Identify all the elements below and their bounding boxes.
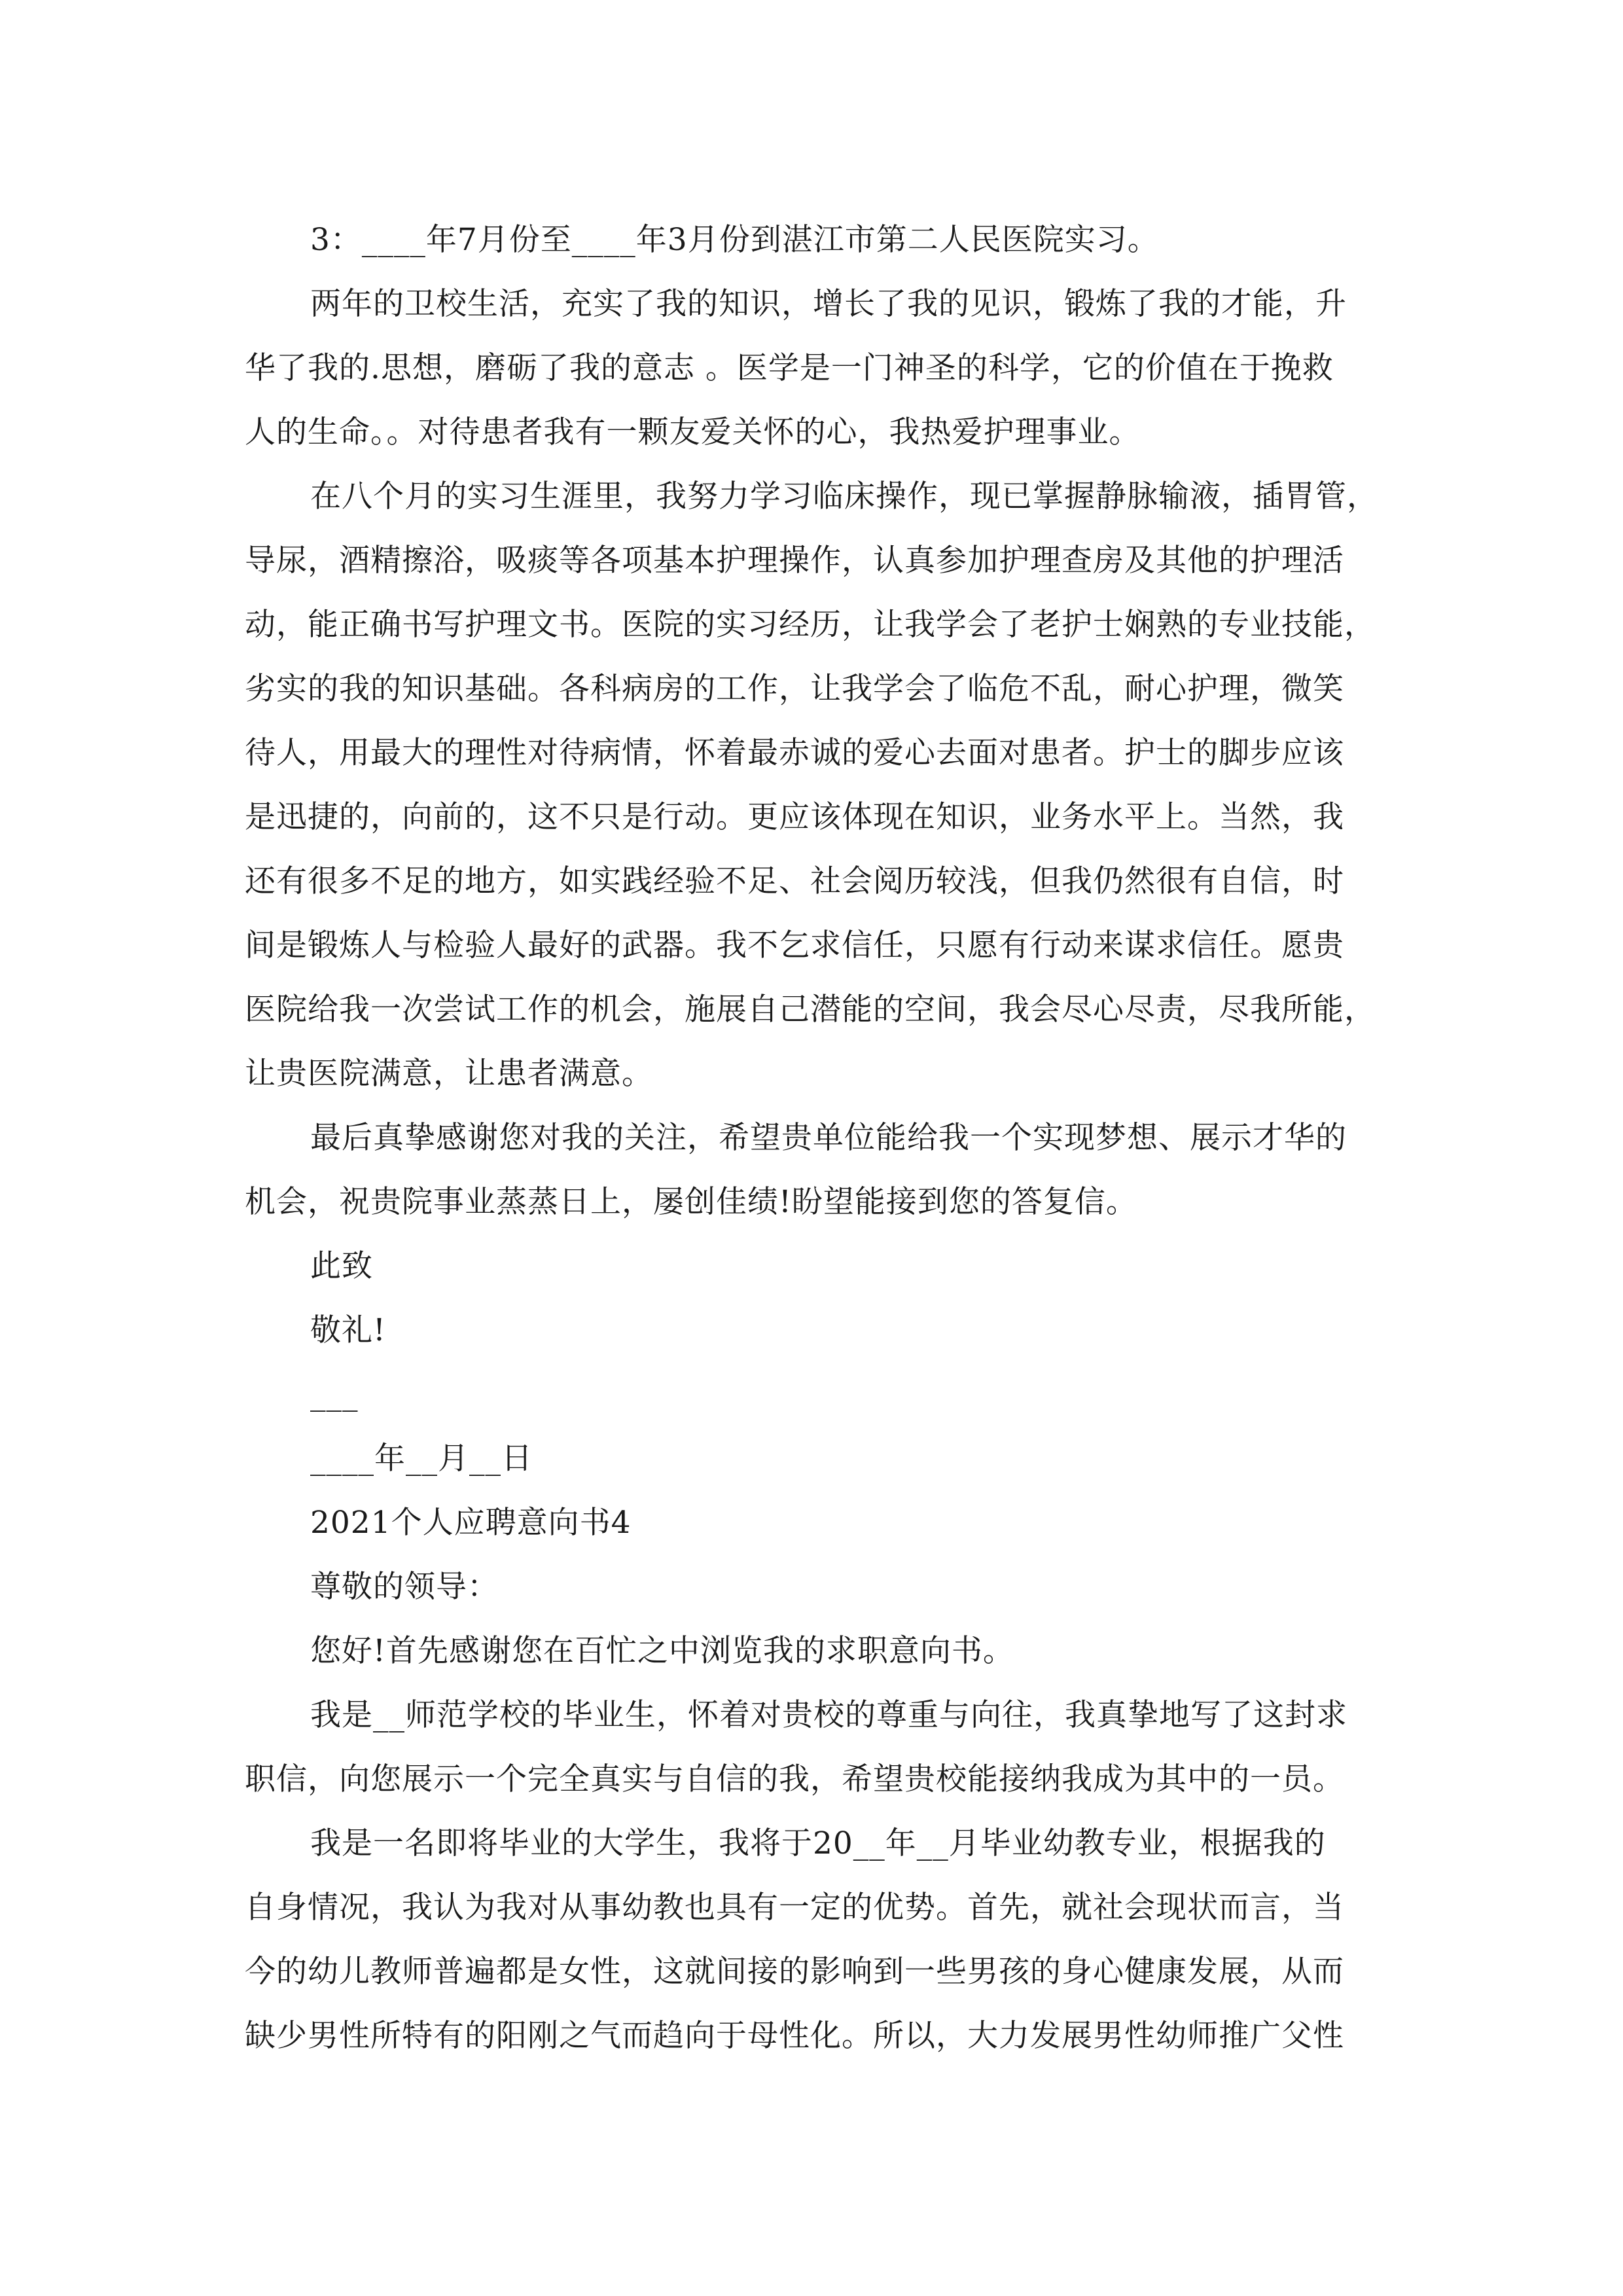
text-line: 机会，祝贵院事业蒸蒸日上，屡创佳绩!盼望能接到您的答复信。: [245, 1184, 1137, 1220]
text-line: 人的生命。。对待患者我有一颗友爱关怀的心，我热爱护理事业。: [245, 414, 1141, 450]
text-line: 是迅捷的，向前的，这不只是行动。更应该体现在知识，业务水平上。当然，我: [245, 799, 1344, 835]
text-line: 医院给我一次尝试工作的机会，施展自己潜能的空间，我会尽心尽责，尽我所能，: [245, 992, 1376, 1028]
text-line: 最后真挚感谢您对我的关注，希望贵单位能给我一个实现梦想、展示才华的: [310, 1120, 1347, 1156]
text-line: 您好!首先感谢您在百忙之中浏览我的求职意向书。: [310, 1633, 1014, 1669]
text-line: 缺少男性所特有的阳刚之气而趋向于母性化。所以，大力发展男性幼师推广父性: [245, 2018, 1344, 2054]
text-line: 我是一名即将毕业的大学生，我将于20__年__月毕业幼教专业，根据我的: [310, 1825, 1326, 1861]
text-line: 间是锻炼人与检验人最好的武器。我不乞求信任，只愿有行动来谋求信任。愿贵: [245, 927, 1344, 963]
section-title: 2021个人应聘意向书4: [310, 1505, 632, 1541]
text-line: 劣实的我的知识基础。各科病房的工作，让我学会了临危不乱，耐心护理，微笑: [245, 671, 1344, 707]
text-line: 我是__师范学校的毕业生，怀着对贵校的尊重与向往，我真挚地写了这封求: [310, 1697, 1347, 1733]
text-line: 今的幼儿教师普遍都是女性，这就间接的影响到一些男孩的身心健康发展，从而: [245, 1954, 1344, 1990]
document-body: [245, 208, 1397, 2068]
closing-salutation: 此致: [310, 1248, 373, 1284]
text-line: 让贵医院满意，让患者满意。: [245, 1056, 653, 1092]
signature-blank: ___: [310, 1376, 359, 1412]
greeting: 尊敬的领导：: [310, 1569, 499, 1605]
text-line: 职信，向您展示一个完全真实与自信的我，希望贵校能接纳我成为其中的一员。: [245, 1761, 1344, 1797]
text-line: 两年的卫校生活，充实了我的知识，增长了我的见识，锻炼了我的才能，升: [310, 286, 1347, 322]
text-line: 自身情况，我认为我对从事幼教也具有一定的优势。首先，就社会现状而言，当: [245, 1890, 1344, 1926]
text-line: 待人，用最大的理性对待病情，怀着最赤诚的爱心去面对患者。护士的脚步应该: [245, 735, 1344, 771]
text-line: 华了我的.思想，磨砺了我的意志 。医学是一门神圣的科学，它的价值在于挽救: [245, 350, 1334, 386]
date-line: ____年__月__日: [310, 1441, 533, 1477]
text-line: 3：____年7月份至____年3月份到湛江市第二人民医院实习。: [310, 222, 1159, 258]
closing-regards: 敬礼!: [310, 1312, 386, 1348]
text-line: 动，能正确书写护理文书。医院的实习经历，让我学会了老护士娴熟的专业技能，: [245, 607, 1376, 643]
text-line: 在八个月的实习生涯里，我努力学习临床操作，现已掌握静脉输液，插胃管，: [310, 478, 1378, 514]
text-line: 导尿，酒精擦浴，吸痰等各项基本护理操作，认真参加护理查房及其他的护理活: [245, 543, 1344, 579]
text-line: 还有很多不足的地方，如实践经验不足、社会阅历较浅，但我仍然很有自信，时: [245, 863, 1344, 899]
